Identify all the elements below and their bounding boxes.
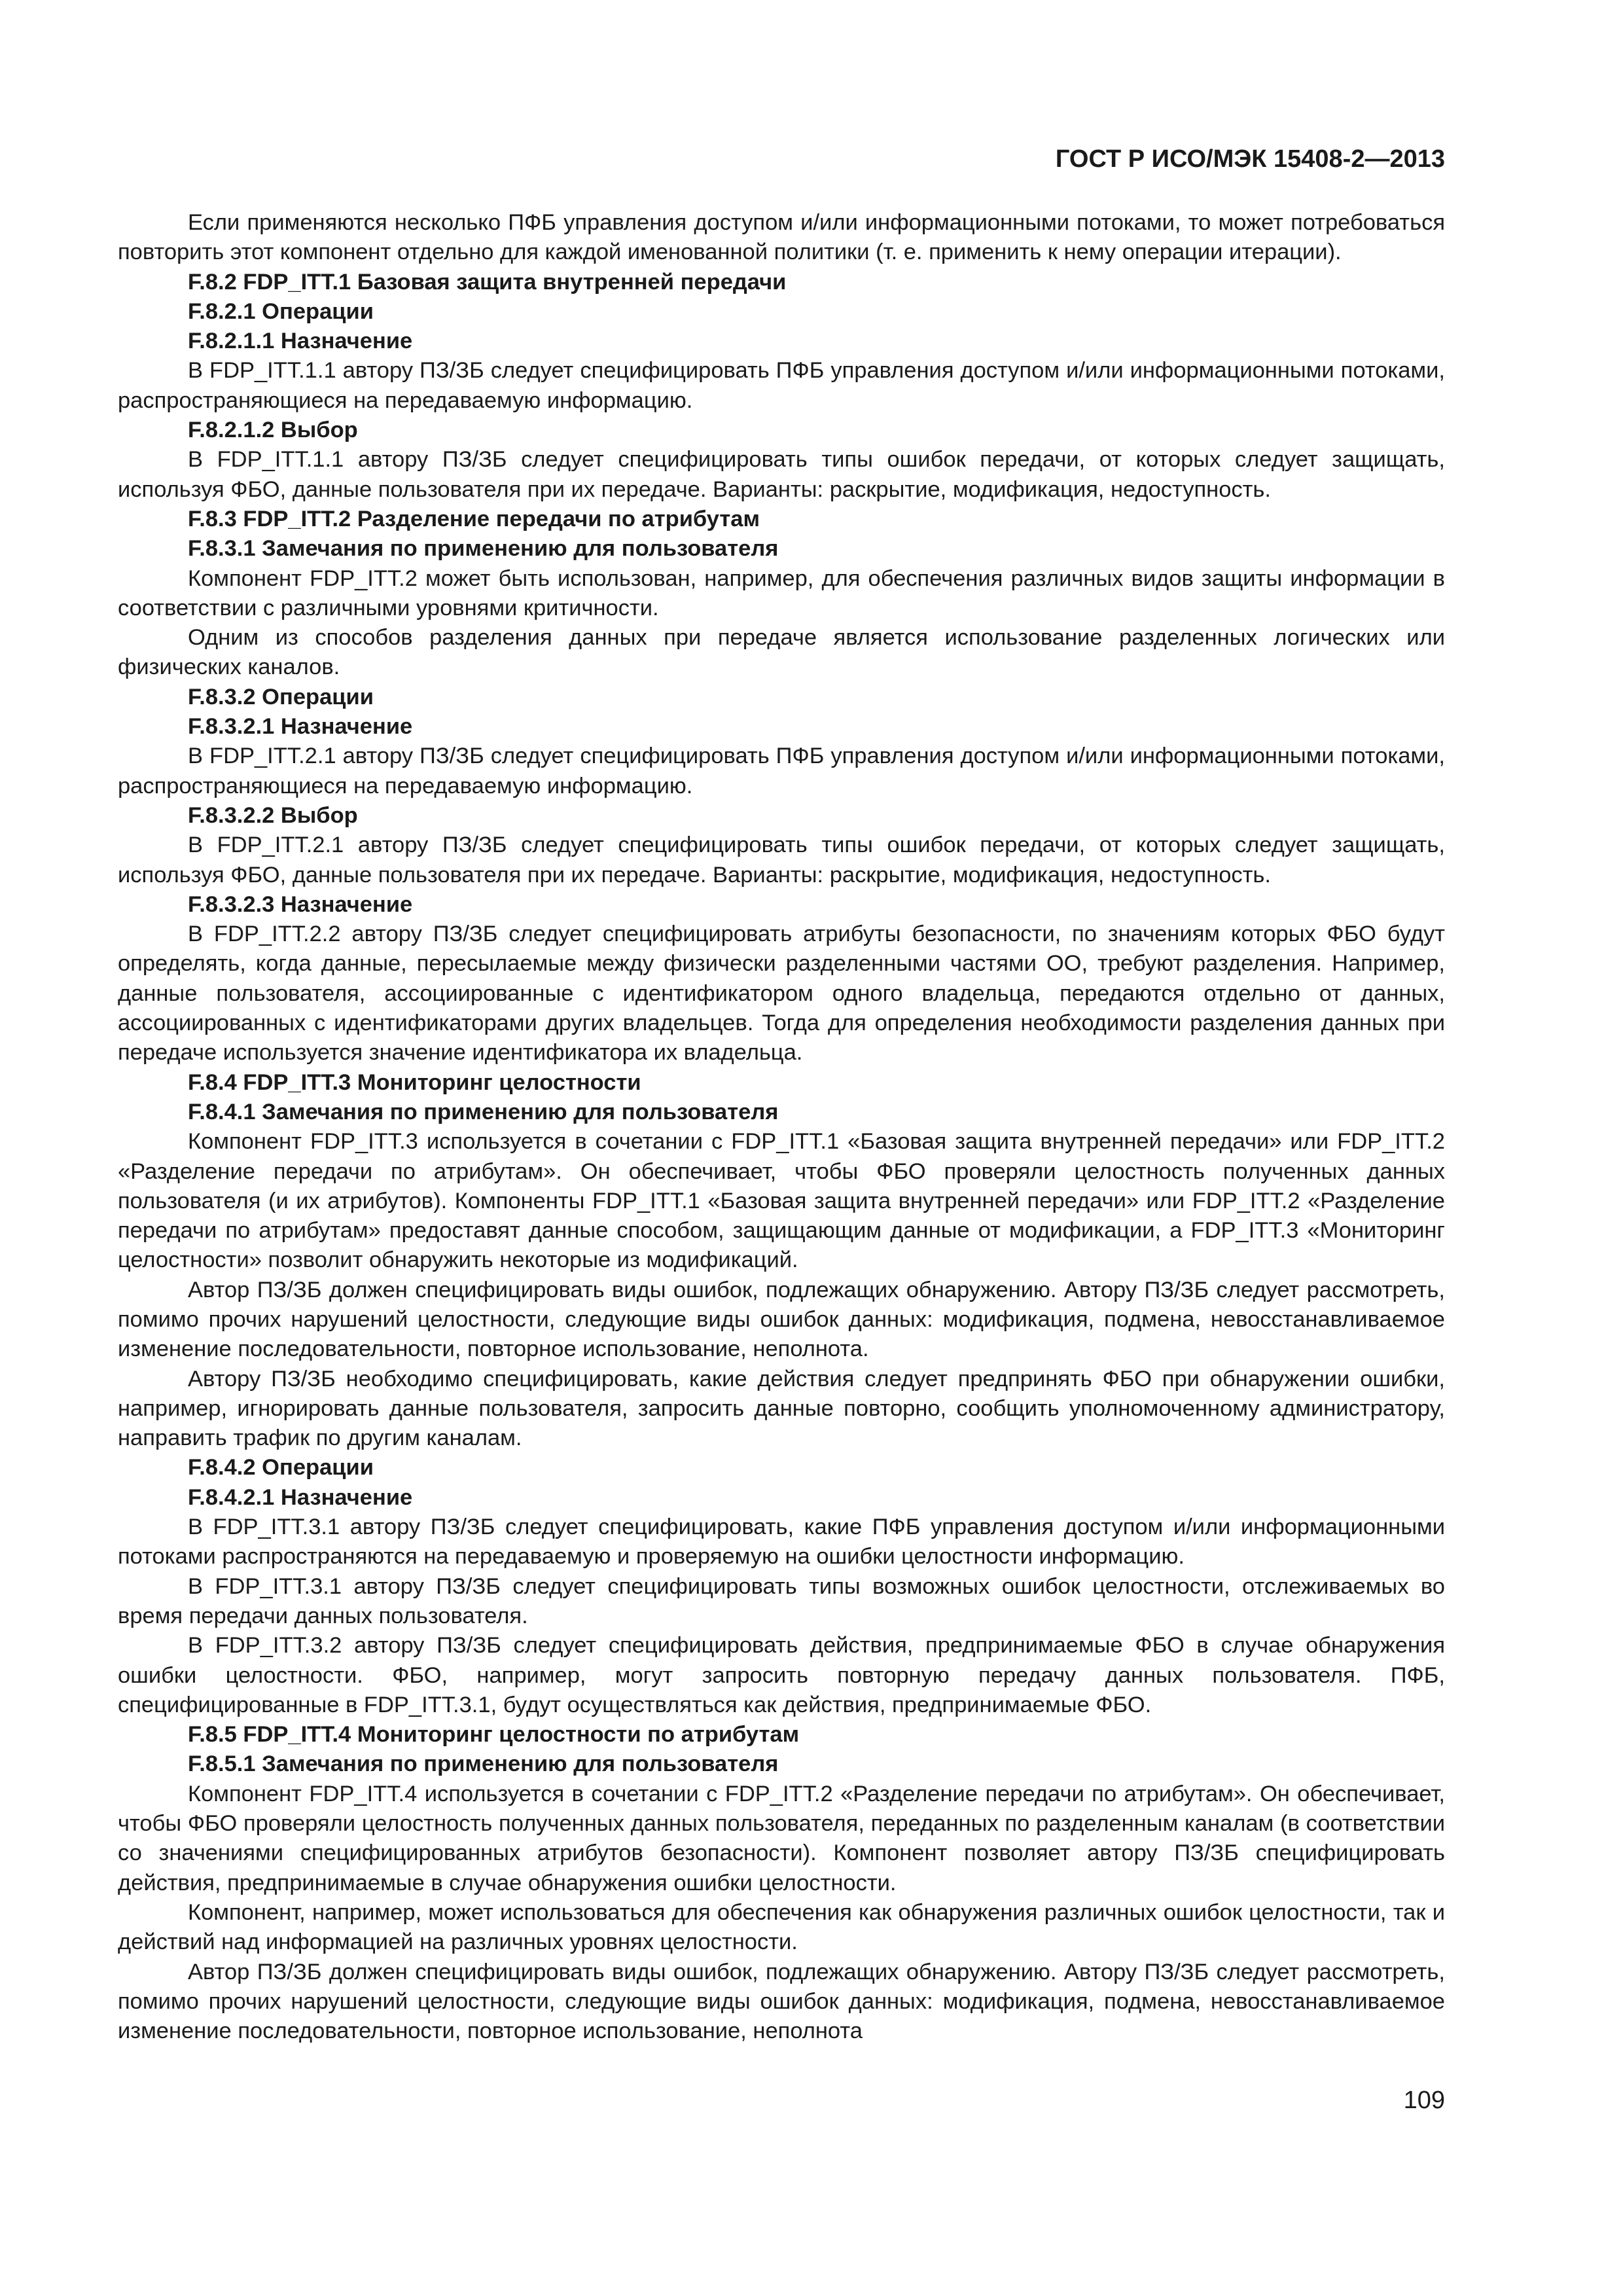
paragraph: В FDP_ITT.3.1 автору ПЗ/ЗБ следует специфицировать, какие ПФБ управления доступом и/или информационными потоками распространяются на передаваемую и проверяемую на ошибки целостности информацию. xyxy=(118,1515,1445,1570)
paragraph: В FDP_ITT.1.1 автору ПЗ/ЗБ следует специфицировать типы ошибок передачи, от которых следует защищать, используя ФБО, данные пользователя при их передаче. Варианты: раскрытие, модификация, недоступность. xyxy=(118,447,1445,502)
section-heading: F.8.2.1.1 Назначение xyxy=(188,329,413,354)
paragraph: Автору ПЗ/ЗБ необходимо специфицировать, какие действия следует предпринять ФБО при обнаружении ошибки, например, игнорировать данные пользователя, запросить данные повторно, сообщить уполномоченному администратору, направить трафик по другим каналам. xyxy=(118,1366,1445,1451)
document-body xyxy=(118,208,1445,2046)
section-heading: F.8.4.1 Замечания по применению для пользователя xyxy=(188,1099,779,1124)
paragraph: Автор ПЗ/ЗБ должен специфицировать виды ошибок, подлежащих обнаружению. Автору ПЗ/ЗБ следует рассмотреть, помимо прочих нарушений целостности, следующие виды ошибок данных: модификация, подмена, невосстанавливаемое изменение последовательности, повторное использование, неполнота. xyxy=(118,1277,1445,1362)
paragraph: В FDP_ITT.2.2 автору ПЗ/ЗБ следует специфицировать атрибуты безопасности, по значениям которых ФБО будут определять, когда данные, пересылаемые между физически разделенными частями ОО, требуют разделения. Например, данные пользователя, ассоциированные с идентификатором одного владельца, передаются отдельно от данных, ассоциированных с идентификаторами других владельцев. Тогда для определения необходимости разделения данных при передаче используется значение идентификатора их владельца. xyxy=(118,922,1445,1066)
section-heading: F.8.5.1 Замечания по применению для пользователя xyxy=(188,1751,779,1777)
section-heading: F.8.4.2.1 Назначение xyxy=(188,1484,413,1510)
section-heading: F.8.2.1.2 Выбор xyxy=(188,418,358,443)
section-heading: F.8.4.2 Операции xyxy=(188,1455,374,1480)
section-heading: F.8.3.2.1 Назначение xyxy=(188,714,413,740)
document-header: ГОСТ Р ИСО/МЭК 15408-2—2013 xyxy=(1055,145,1445,173)
section-heading: F.8.5 FDP_ITT.4 Мониторинг целостности по атрибутам xyxy=(188,1722,800,1748)
paragraph: Одним из способов разделения данных при передаче является использование разделенных логических или физических каналов. xyxy=(118,625,1445,680)
page-number: 109 xyxy=(1403,2087,1445,2114)
paragraph: В FDP_ITT.3.1 автору ПЗ/ЗБ следует специфицировать типы возможных ошибок целостности, отслеживаемых во время передачи данных пользователя. xyxy=(118,1573,1445,1628)
paragraph: В FDP_ITT.2.1 автору ПЗ/ЗБ следует специфицировать типы ошибок передачи, от которых следует защищать, используя ФБО, данные пользователя при их передаче. Варианты: раскрытие, модификация, недоступность. xyxy=(118,833,1445,888)
section-heading: F.8.3.1 Замечания по применению для пользователя xyxy=(188,536,779,562)
paragraph: Компонент FDP_ITT.3 используется в сочетании с FDP_ITT.1 «Базовая защита внутренней передачи» или FDP_ITT.2 «Разделение передачи по атрибутам». Он обеспечивает, чтобы ФБО проверяли целостность полученных данных пользователя (и их атрибутов). Компоненты FDP_ITT.1 «Базовая защита внутренней передачи» или FDP_ITT.2 «Разделение передачи по атрибутам» предоставят данные способом, защищающим данные от модификации, а FDP_ITT.3 «Мониторинг целостности» позволит обнаружить некоторые из модификаций. xyxy=(118,1129,1445,1273)
paragraph: Компонент FDP_ITT.2 может быть использован, например, для обеспечения различных видов защиты информации в соответствии с различными уровнями критичности. xyxy=(118,565,1445,620)
section-heading: F.8.3.2.2 Выбор xyxy=(188,802,358,828)
section-heading: F.8.3.2 Операции xyxy=(188,684,374,709)
paragraph: Если применяются несколько ПФБ управления доступом и/или информационными потоками, то может потребоваться повторить этот компонент отдельно для каждой именованной политики (т. е. применить к нему операции итерации). xyxy=(118,210,1445,265)
paragraph: В FDP_ITT.3.2 автору ПЗ/ЗБ следует специфицировать действия, предпринимаемые ФБО в случае обнаружения ошибки целостности. ФБО, например, могут запросить повторную передачу данных пользователя. ПФБ, специфицированные в FDP_ITT.3.1, будут осуществляться как действия, предпринимаемые ФБО. xyxy=(118,1633,1445,1717)
paragraph: Автор ПЗ/ЗБ должен специфицировать виды ошибок, подлежащих обнаружению. Автору ПЗ/ЗБ следует рассмотреть, помимо прочих нарушений целостности, следующие виды ошибок данных: модификация, подмена, невосстанавливаемое изменение последовательности, повторное использование, неполнота xyxy=(118,1959,1445,2044)
paragraph: В FDP_ITT.1.1 автору ПЗ/ЗБ следует специфицировать ПФБ управления доступом и/или информационными потоками, распространяющиеся на передаваемую информацию. xyxy=(118,358,1445,413)
paragraph: Компонент, например, может использоваться для обеспечения как обнаружения различных ошибок целостности, так и действий над информацией на различных уровнях целостности. xyxy=(118,1899,1445,1955)
paragraph: Компонент FDP_ITT.4 используется в сочетании с FDP_ITT.2 «Разделение передачи по атрибутам». Он обеспечивает, чтобы ФБО проверяли целостность полученных данных пользователя, переданных по разделенным каналам (в соответствии со значениями специфицированных атрибутов безопасности). Компонент позволяет автору ПЗ/ЗБ специфицировать действия, предпринимаемые в случае обнаружения ошибки целостности. xyxy=(118,1781,1445,1895)
section-heading: F.8.2 FDP_ITT.1 Базовая защита внутренней передачи xyxy=(188,269,787,295)
section-heading: F.8.3.2.3 Назначение xyxy=(188,891,413,917)
section-heading: F.8.3 FDP_ITT.2 Разделение передачи по атрибутам xyxy=(188,506,760,531)
section-heading: F.8.4 FDP_ITT.3 Мониторинг целостности xyxy=(188,1069,641,1095)
section-heading: F.8.2.1 Операции xyxy=(188,298,374,324)
paragraph: В FDP_ITT.2.1 автору ПЗ/ЗБ следует специфицировать ПФБ управления доступом и/или информационными потоками, распространяющиеся на передаваемую информацию. xyxy=(118,744,1445,798)
